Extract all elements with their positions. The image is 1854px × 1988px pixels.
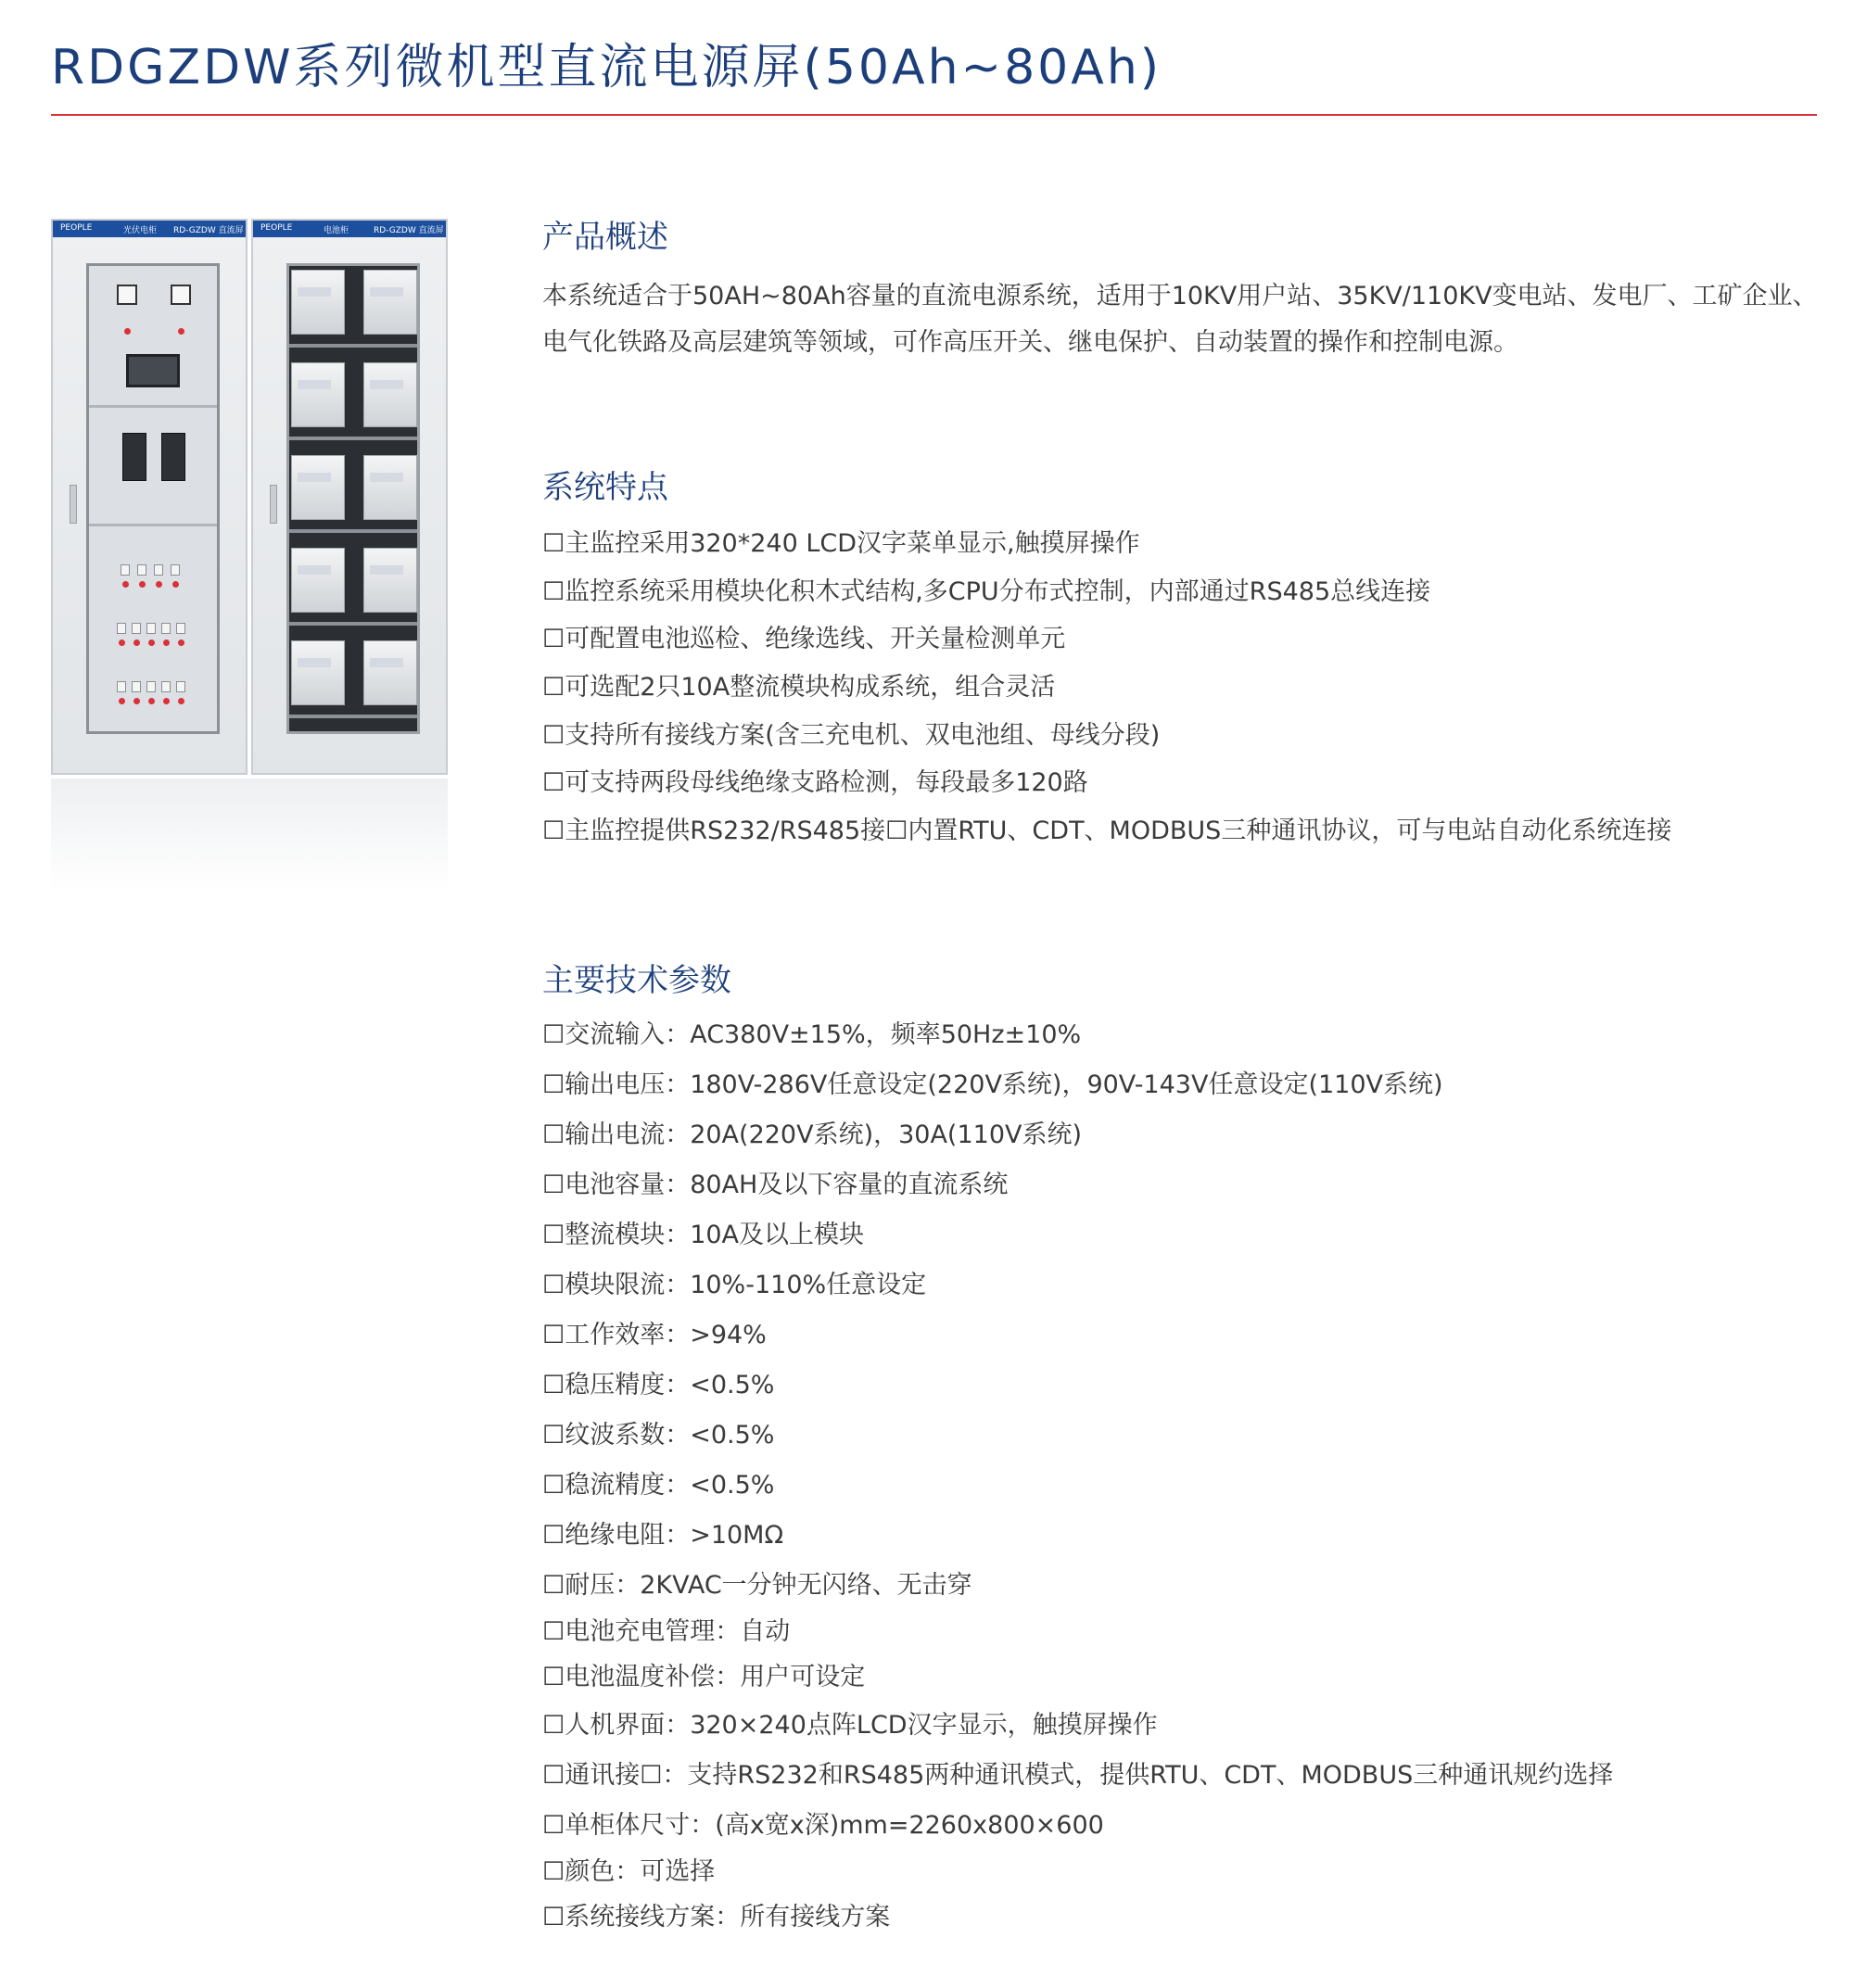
battery-icon [291, 455, 345, 520]
breaker-switch-icon [176, 623, 185, 634]
meter-icon [117, 285, 137, 305]
breaker-switch-icon [137, 564, 146, 576]
spec-item: ☐输出电压：180V-286V任意设定(220V系统)，90V-143V任意设定(110V系统) [542, 1070, 1443, 1099]
breaker-switch-icon [161, 681, 171, 692]
indicator-light-icon [148, 698, 155, 704]
battery-rack-window [286, 263, 420, 734]
indicator-light-icon [119, 639, 125, 646]
indicator-light-icon [172, 581, 179, 588]
cabinet-brand: PEOPLE [60, 223, 93, 233]
meter-icon [171, 285, 191, 305]
panel-divider [89, 524, 217, 526]
battery-icon [291, 548, 345, 613]
control-panel-window [86, 263, 220, 734]
spec-item: ☐耐压：2KVAC一分钟无闪络、无击穿 [542, 1571, 972, 1600]
spec-item: ☐通讯接☐：支持RS232和RS485两种通讯模式，提供RTU、CDT、MODBUS三种通讯规约选择 [542, 1761, 1614, 1790]
feature-item: ☐可支持两段母线绝缘支路检测，每段最多120路 [542, 768, 1088, 797]
feature-item: ☐主监控采用320*240 LCD汉字菜单显示,触摸屏操作 [542, 529, 1140, 558]
feature-item: ☐可配置电池巡检、绝缘选线、开关量检测单元 [542, 625, 1066, 653]
floor-reflection [51, 779, 448, 890]
battery-icon [291, 640, 345, 705]
breaker-switch-icon [161, 623, 171, 634]
breaker-switch-icon [117, 681, 126, 692]
spec-item: ☐整流模块：10A及以上模块 [542, 1221, 865, 1249]
rectifier-module-icon [161, 433, 185, 481]
features-heading: 系统特点 [542, 469, 668, 506]
indicator-light-icon [178, 328, 184, 335]
spec-item: ☐系统接线方案：所有接线方案 [542, 1903, 891, 1931]
title-divider [51, 114, 1817, 116]
breaker-switch-icon [132, 681, 141, 692]
shelf [289, 344, 417, 348]
spec-item: ☐电池容量：80AH及以下容量的直流系统 [542, 1171, 1009, 1199]
overview-heading: 产品概述 [542, 219, 668, 256]
feature-item: ☐监控系统采用模块化积木式结构,多CPU分布式控制，内部通过RS485总线连接 [542, 577, 1431, 606]
battery-icon [363, 362, 417, 427]
overview-text: 本系统适合于50AH~80Ah容量的直流电源系统，适用于10KV用户站、35KV/110KV变电站、发电厂、工矿企业、电气化铁路及高层建筑等领域，可作高压开关、继电保护、自动装置的操作和控制电源。 [542, 282, 1818, 357]
rectifier-module-icon [122, 433, 146, 481]
battery-icon [363, 270, 417, 335]
breaker-switch-icon [146, 623, 156, 634]
feature-item: ☐支持所有接线方案(含三充电机、双电池组、母线分段) [542, 721, 1161, 750]
indicator-light-icon [148, 639, 155, 646]
cabinet-brand: PEOPLE [260, 223, 293, 233]
battery-icon [363, 640, 417, 705]
spec-item: ☐绝缘电阻：>10MΩ [542, 1521, 784, 1550]
spec-item: ☐模块限流：10%-110%任意设定 [542, 1271, 927, 1299]
spec-item: ☐电池充电管理：自动 [542, 1617, 791, 1646]
spec-item: ☐稳流精度：<0.5% [542, 1471, 775, 1500]
control-cabinet [51, 219, 248, 775]
battery-icon [291, 362, 345, 427]
feature-item: ☐主监控提供RS232/RS485接☐内置RTU、CDT、MODBUS三种通讯协议，可与电站自动化系统连接 [542, 817, 1672, 845]
battery-icon [291, 270, 345, 335]
indicator-light-icon [156, 581, 162, 588]
indicator-light-icon [133, 639, 140, 646]
breaker-switch-icon [117, 623, 126, 634]
shelf [289, 529, 417, 533]
breaker-switch-icon [154, 564, 163, 576]
shelf [289, 622, 417, 626]
specs-heading: 主要技术参数 [542, 962, 731, 999]
cabinet-subtitle: 光伏电柜 [123, 226, 158, 235]
breaker-switch-icon [146, 681, 156, 692]
spec-item: ☐单柜体尺寸：(高x宽x深)mm=2260x800×600 [542, 1811, 1104, 1840]
breaker-switch-icon [176, 681, 185, 692]
cabinet-header-bar [253, 221, 446, 237]
spec-item: ☐工作效率：>94% [542, 1321, 767, 1349]
indicator-light-icon [133, 698, 140, 704]
indicator-light-icon [124, 328, 131, 335]
shelf [289, 715, 417, 718]
indicator-light-icon [163, 698, 170, 704]
indicator-light-icon [122, 581, 129, 588]
cabinet-model: RD-GZDW 直流屏 [374, 226, 444, 235]
indicator-light-icon [178, 698, 184, 704]
cabinet-model: RD-GZDW 直流屏 [173, 226, 244, 235]
indicator-light-icon [119, 698, 125, 704]
spec-item: ☐颜色：可选择 [542, 1857, 716, 1886]
shelf [289, 437, 417, 440]
lcd-screen-icon [126, 354, 180, 387]
battery-icon [363, 455, 417, 520]
indicator-light-icon [178, 639, 184, 646]
cabinet-subtitle: 电池柜 [324, 226, 349, 235]
spec-item: ☐电池温度补偿：用户可设定 [542, 1663, 866, 1691]
cabinet-header-bar [53, 221, 246, 237]
spec-item: ☐稳压精度：<0.5% [542, 1371, 775, 1399]
product-image [37, 213, 482, 918]
door-handle-icon [270, 485, 277, 524]
indicator-light-icon [163, 639, 170, 646]
spec-item: ☐纹波系数：<0.5% [542, 1421, 775, 1450]
panel-divider [89, 405, 217, 408]
page-title: RDGZDW系列微机型直流电源屏(50Ah~80Ah) [51, 40, 1162, 95]
breaker-switch-icon [121, 564, 130, 576]
battery-icon [363, 548, 417, 613]
door-handle-icon [70, 485, 77, 524]
breaker-switch-icon [132, 623, 141, 634]
spec-item: ☐交流输入：AC380V±15%，频率50Hz±10% [542, 1020, 1082, 1049]
indicator-light-icon [139, 581, 146, 588]
feature-item: ☐可选配2只10A整流模块构成系统，组合灵活 [542, 673, 1056, 702]
battery-cabinet [251, 219, 448, 775]
breaker-switch-icon [171, 564, 180, 576]
spec-item: ☐人机界面：320×240点阵LCD汉字显示，触摸屏操作 [542, 1711, 1158, 1740]
spec-item: ☐输出电流：20A(220V系统)，30A(110V系统) [542, 1121, 1083, 1149]
